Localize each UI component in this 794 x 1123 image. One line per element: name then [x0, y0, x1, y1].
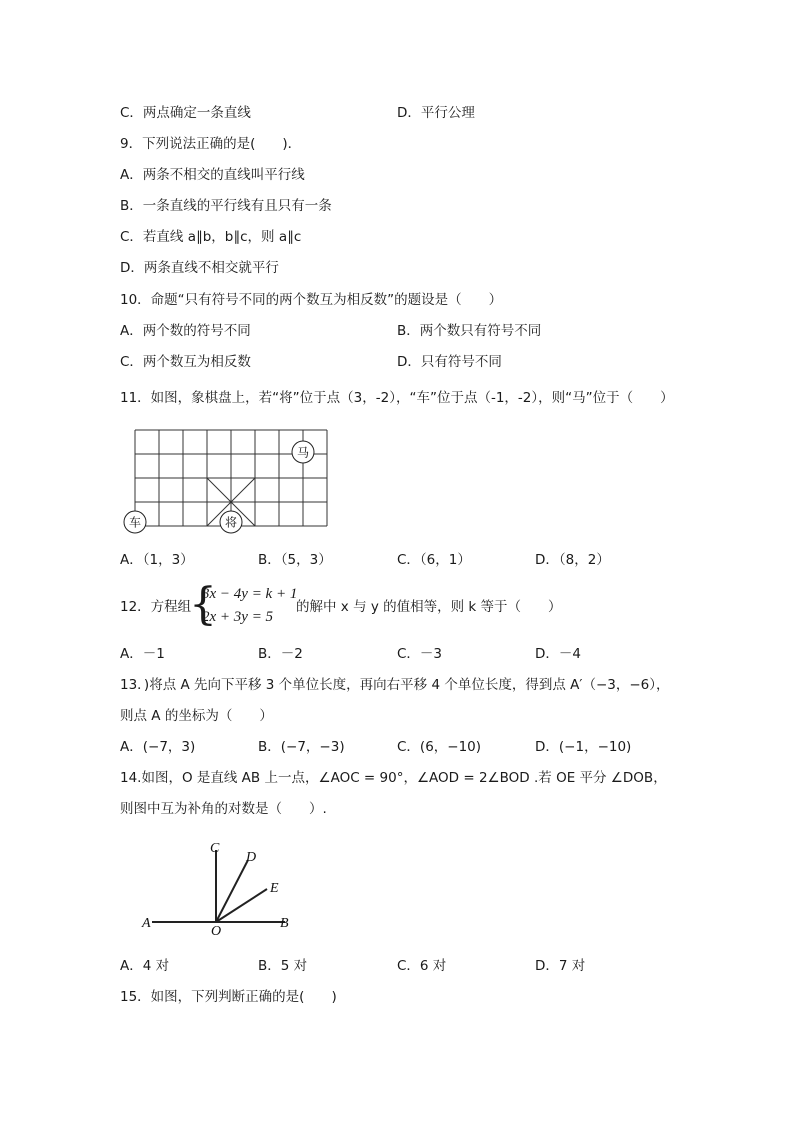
piece-ma	[292, 441, 314, 463]
q13-option-b: B．(−7，−3)	[258, 739, 345, 755]
q13-stem-line2: 则点 A 的坐标为（ ）	[120, 708, 273, 724]
label-d: D	[246, 850, 257, 865]
q11-option-b: B．（5，3）	[258, 552, 332, 568]
q10-option-c: C．两个数互为相反数	[120, 354, 251, 370]
q13-option-d: D．(−1，−10)	[535, 739, 632, 755]
q15-stem: 15．如图，下列判断正确的是( )	[120, 989, 337, 1005]
q12-option-c: C．－3	[397, 646, 443, 662]
piece-che	[124, 511, 146, 533]
q12-equation-2: 2x + 3y = 5	[202, 609, 274, 625]
q8-option-c: C．两点确定一条直线	[120, 105, 251, 121]
q12-option-d: D．－4	[535, 646, 581, 662]
q11-option-d: D．（8，2）	[535, 552, 610, 568]
q10-option-b: B．两个数只有符号不同	[397, 323, 542, 339]
q9-option-c: C．若直线 a∥b，b∥c，则 a∥c	[120, 229, 302, 245]
q12-stem-prefix: 12．方程组	[120, 599, 192, 615]
q11-stem: 11．如图，象棋盘上，若“将”位于点（3，-2），“车”位于点（-1，-2），则“马”位于（ ）	[120, 390, 674, 406]
q9-option-b: B．一条直线的平行线有且只有一条	[120, 198, 332, 214]
label-b: B	[280, 916, 289, 931]
chessboard-figure	[120, 420, 340, 540]
q12-option-a: A．－1	[120, 646, 165, 662]
label-o: O	[211, 924, 222, 939]
q13-option-a: A．(−7，3)	[120, 739, 196, 755]
q12-equation-1: 3x − 4y = k + 1	[202, 586, 298, 602]
svg-text:将: 将	[224, 515, 238, 530]
svg-text:马: 马	[296, 445, 310, 460]
q14-option-c: C．6 对	[397, 958, 447, 974]
angle-figure	[130, 836, 310, 946]
q9-option-d: D．两条直线不相交就平行	[120, 260, 279, 276]
q14-stem-line1: 14.如图，O 是直线 AB 上一点，∠AOC = 90°，∠AOD = 2∠BOD .若 OE 平分 ∠DOB，	[120, 770, 667, 786]
label-a: A	[142, 916, 151, 931]
q12-stem-suffix: 的解中 x 与 y 的值相等，则 k 等于（ ）	[296, 599, 562, 615]
q8-option-d: D．平行公理	[397, 105, 475, 121]
q9-option-a: A．两条不相交的直线叫平行线	[120, 167, 305, 183]
q14-option-d: D．7 对	[535, 958, 586, 974]
q13-stem-line1: 13．)将点 A 先向下平移 3 个单位长度，再向右平移 4 个单位长度，得到点 A′（−3，−6），	[120, 677, 670, 693]
label-c: C	[210, 841, 220, 856]
q10-stem: 10．命题“只有符号不同的两个数互为相反数”的题设是（ ）	[120, 292, 503, 308]
q14-option-a: A．4 对	[120, 958, 170, 974]
q10-option-d: D．只有符号不同	[397, 354, 502, 370]
piece-jiang	[220, 511, 242, 533]
svg-text:车: 车	[128, 515, 142, 530]
label-e: E	[270, 881, 279, 896]
q10-option-a: A．两个数的符号不同	[120, 323, 251, 339]
equation-brace: {	[189, 579, 217, 630]
q9-stem: 9．下列说法正确的是( )．	[120, 136, 302, 152]
q12-option-b: B．－2	[258, 646, 303, 662]
q11-option-a: A．（1，3）	[120, 552, 194, 568]
q11-option-c: C．（6，1）	[397, 552, 471, 568]
q13-option-c: C．(6，−10)	[397, 739, 482, 755]
q14-option-b: B．5 对	[258, 958, 308, 974]
q14-stem-line2: 则图中互为补角的对数是（ ）.	[120, 801, 327, 817]
